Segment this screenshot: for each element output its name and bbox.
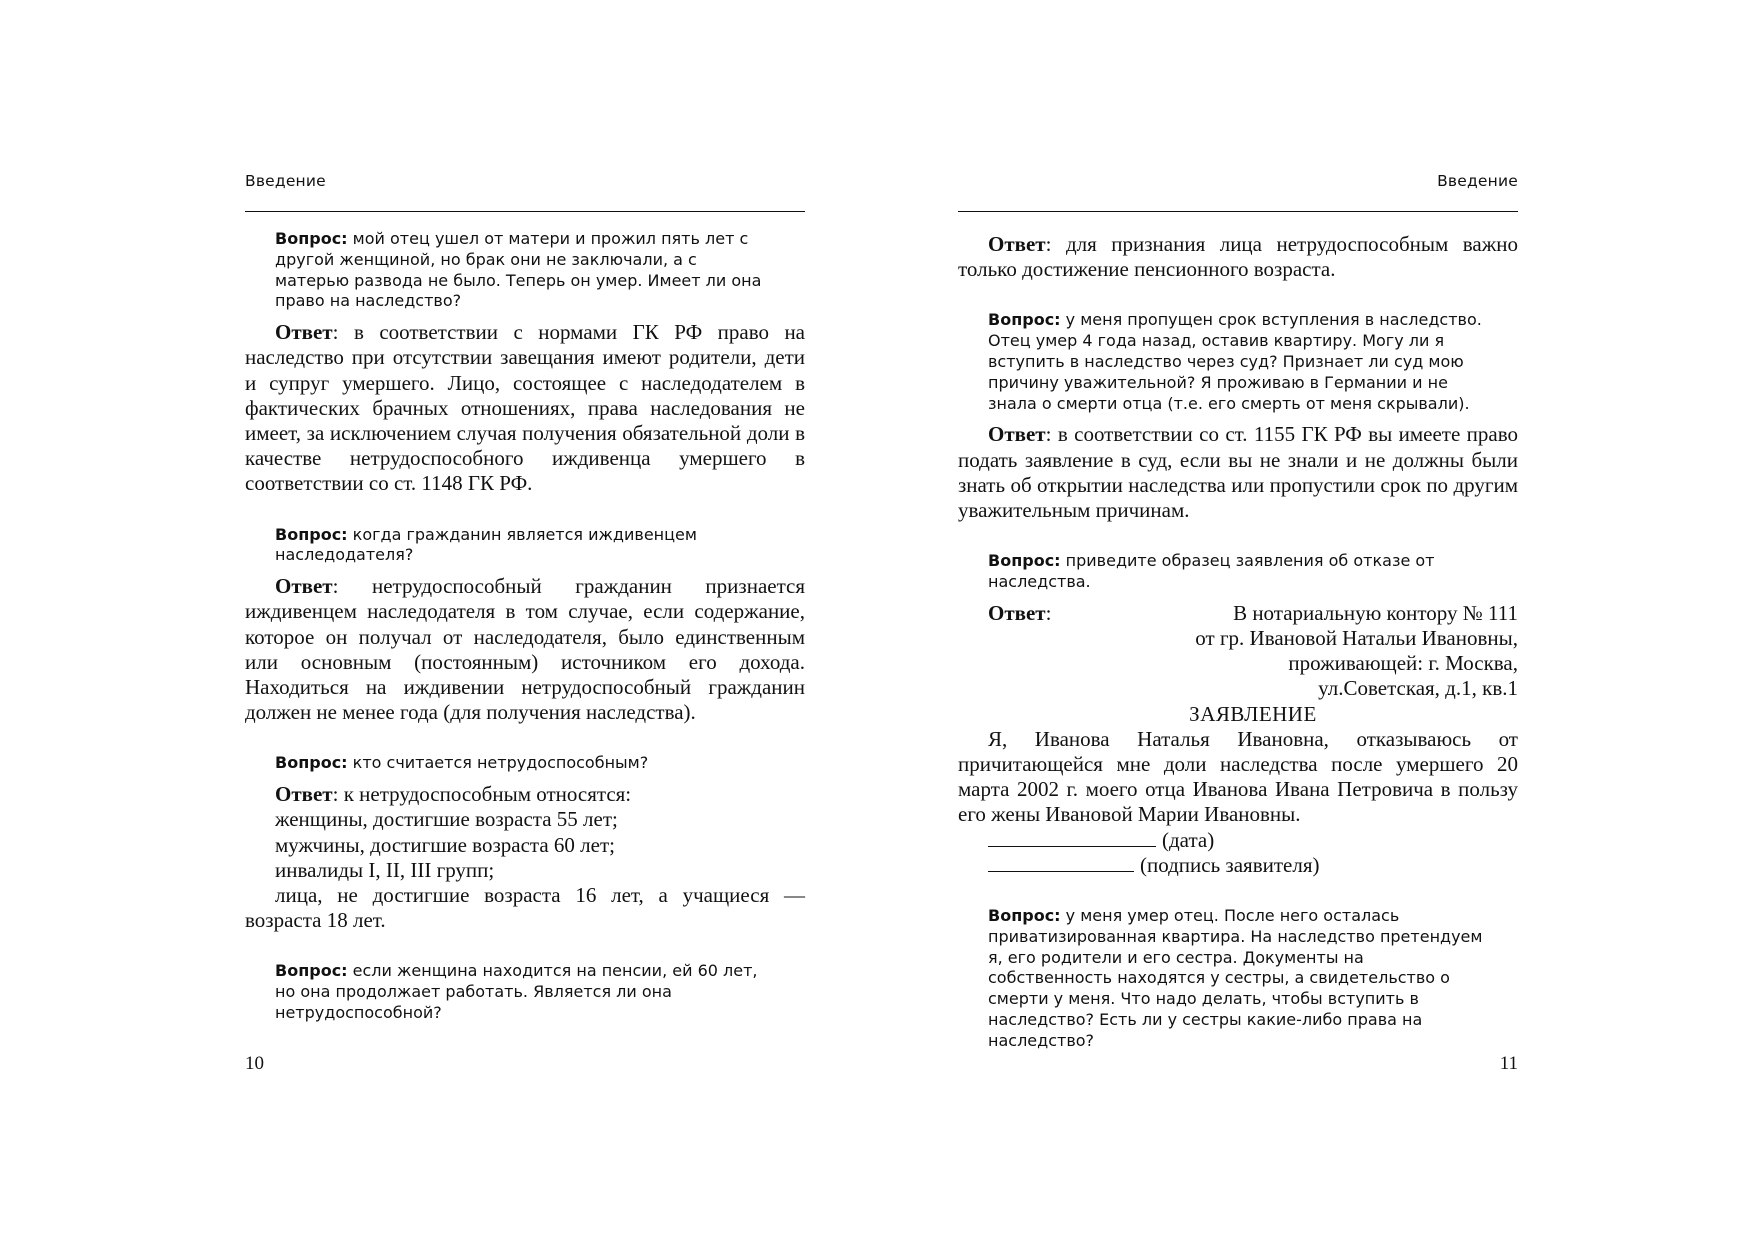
question-label: Вопрос: (988, 906, 1061, 926)
list-item: инвалиды I, II, III групп; (275, 857, 495, 882)
spacer (245, 933, 805, 961)
question-text: приведите образец заявления об отказе от наследства. (988, 551, 1435, 591)
question-label: Вопрос: (988, 551, 1061, 571)
application-title: ЗАЯВЛЕНИЕ (1189, 701, 1317, 726)
date-blank (988, 828, 1156, 847)
question-text: когда гражданин является иждивенцем наследодателя? (275, 524, 697, 565)
application-body: Я, Иванова Наталья Ивановна, отказываюсь от причитающейся мне доли наследства после умершего 20 марта 2002 г. моего отца Иванова Ивана Петровича в пользу его жены Ивановой Марии Ивановны. (958, 726, 1518, 827)
running-head: Введение (245, 172, 326, 190)
answer-text: : для признания лица нетрудоспособным важно только достижение пенсионного возраста. (958, 232, 1518, 282)
address-line: проживающей: г. Москва, (1288, 651, 1518, 676)
question-block (988, 310, 1488, 414)
header-rule (245, 211, 805, 212)
list-item: лица, не достигшие возраста 16 лет, а учащиеся — возраста 18 лет. (245, 883, 805, 933)
page-number: 10 (245, 1053, 264, 1074)
question-label: Вопрос: (988, 310, 1061, 330)
header-rule (958, 211, 1518, 212)
application-header (958, 601, 1518, 702)
answer-block (958, 422, 1518, 523)
date-line (988, 828, 1518, 853)
signature-line (988, 853, 1518, 878)
answer-text: : к нетрудоспособным относятся: (332, 782, 632, 807)
question-label: Вопрос: (275, 229, 348, 248)
spacer (245, 725, 805, 753)
address-line: В нотариальную контору № 111 (1233, 600, 1518, 625)
running-head: Введение (1437, 172, 1518, 190)
spacer (958, 282, 1518, 310)
answer-block (245, 574, 805, 725)
list-item: женщины, достигшие возраста 55 лет; (275, 807, 618, 832)
question-text: у меня пропущен срок вступления в наследство. Отец умер 4 года назад, оставив квартиру. Могу ли я вступить в наследство через суд? Признает ли суд мою причину уважительной? Я проживаю в Германии и не знала о смерти отца (т.е. его смерть от меня скрывали). (988, 310, 1482, 413)
signature-label: (подпись заявителя) (1140, 852, 1320, 877)
question-block (988, 551, 1488, 593)
answer-block (958, 232, 1518, 282)
answer-label (988, 601, 1051, 626)
signature-blank (988, 853, 1134, 872)
question-text: кто считается нетрудоспособным? (347, 753, 649, 773)
right-page (958, 0, 1518, 1241)
spacer (958, 523, 1518, 551)
answer-label: Ответ (275, 574, 333, 599)
answer-label: Ответ (988, 422, 1046, 447)
question-block (988, 906, 1488, 1052)
page-number: 11 (1499, 1053, 1518, 1074)
question-text: мой отец ушел от матери и прожил пять лет с другой женщиной, но брак они не заключали, а с матерью развода не было. Теперь он умер. Имеет ли она право на наследство? (275, 229, 762, 311)
question-block (275, 961, 775, 1023)
answer-label-text: Ответ (988, 600, 1046, 625)
answer-label: Ответ (275, 782, 333, 807)
answer-text: : в соответствии с нормами ГК РФ право на наследство при отсутствии завещания имеют родители, дети и супруг умершего. Лицо, состоящее с наследодателем в фактических брачных отношениях, права наследования не имеет, за исключением случая получения обязательной доли в качестве нетрудоспособного иждивенца умершего в соответствии со ст. 1148 ГК РФ. (245, 320, 805, 496)
question-text: если женщина находится на пенсии, ей 60 лет, но она продолжает работать. Является ли она нетрудоспособной? (275, 961, 758, 1023)
question-label: Вопрос: (275, 753, 348, 773)
spacer (245, 497, 805, 525)
answer-block (245, 320, 805, 496)
address-line: от гр. Ивановой Натальи Ивановны, (1195, 626, 1518, 650)
question-text: у меня умер отец. После него осталась приватизированная квартира. На наследство претендуем я, его родители и его сестра. Документы на собственность находятся у сестры, а свидетельство о смерти у меня. Что надо делать, чтобы вступить в наследство? Есть ли у сестры какие-либо права на наследство? (988, 906, 1483, 1050)
question-block (275, 753, 775, 774)
date-label: (дата) (1162, 827, 1215, 852)
question-block (275, 229, 775, 312)
page-content (245, 229, 805, 1032)
answer-label-colon: : (1045, 600, 1052, 625)
address-line: ул.Советская, д.1, кв.1 (1318, 676, 1518, 701)
answer-block (245, 782, 805, 807)
list-item: мужчины, достигшие возраста 60 лет; (275, 832, 615, 857)
answer-text: : нетрудоспособный гражданин признается иждивенцем наследодателя в том случае, если содержание, которое он получал от наследодателя, было единственным или основным (постоянным) источником его дохода. Находиться на иждивении нетрудоспособный гражданин должен не менее года (для получения наследства). (245, 574, 805, 725)
answer-text: : в соответствии со ст. 1155 ГК РФ вы имеете право подать заявление в суд, если вы не знали и не должны были знать об открытии наследства или пропустили срок по другим уважительным причинам. (958, 422, 1518, 522)
answer-label: Ответ (988, 232, 1046, 256)
answer-label: Ответ (275, 320, 333, 345)
spacer (958, 878, 1518, 906)
page-content (958, 232, 1518, 1060)
left-page (245, 0, 805, 1241)
question-label: Вопрос: (275, 961, 348, 981)
question-label: Вопрос: (275, 524, 348, 544)
question-block (275, 525, 775, 567)
